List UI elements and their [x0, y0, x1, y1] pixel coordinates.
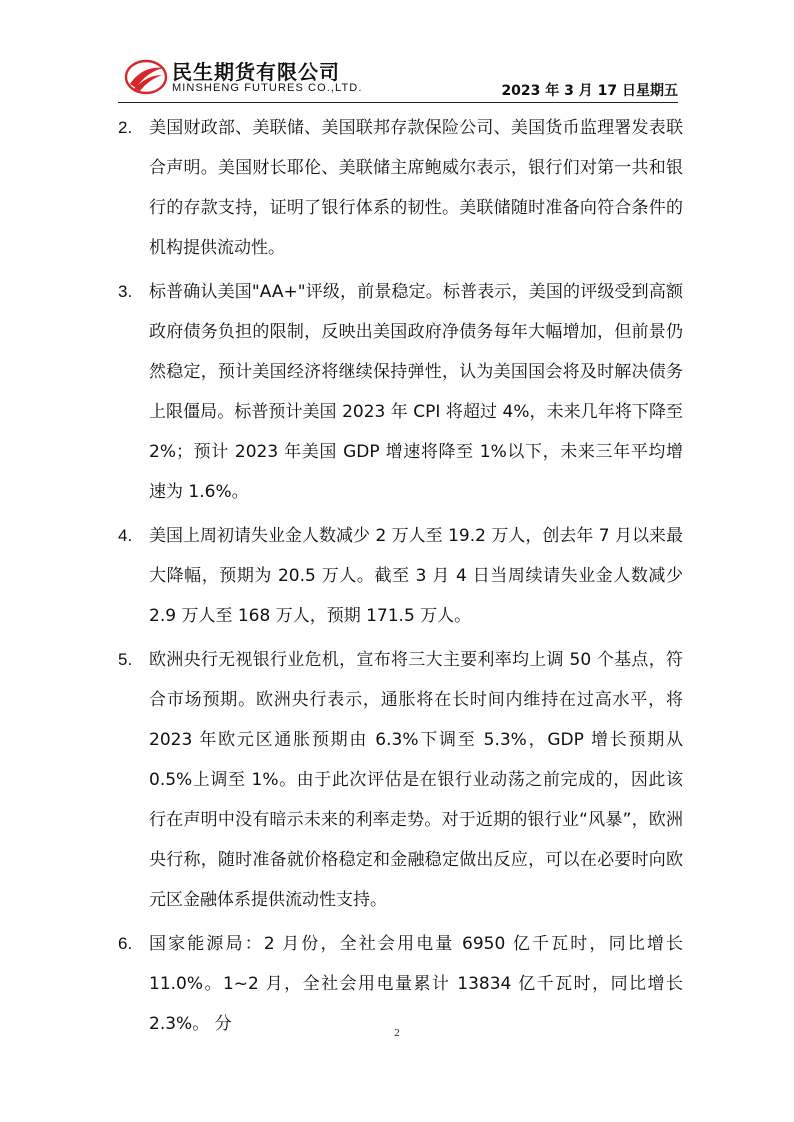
- item-number: 5.: [118, 650, 133, 669]
- item-text: 美国上周初请失业金人数减少 2 万人至 19.2 万人，创去年 7 月以来最大降幅，预期为 20.5 万人。截至 3 月 4 日当周续请失业金人数减少 2.9 万人至 168 万人，预期 171.5 万人。: [149, 526, 683, 626]
- news-item-4: [118, 516, 683, 636]
- news-item-2: [118, 108, 683, 268]
- item-number: 2.: [118, 118, 133, 137]
- minsheng-logo-icon: [124, 58, 168, 96]
- item-text: 欧洲央行无视银行业危机，宣布将三大主要利率均上调 50 个基点，符合市场预期。欧洲央行表示，通胀将在长时间内维持在过高水平，将 2023 年欧元区通胀预期由 6.3%下调至 5.3%，GDP 增长预期从 0.5%上调至 1%。由于此次评估是在银行业动荡之前完成的，因此该行在声明中没有暗示未来的利率走势。对于近期的银行业“风暴”，欧洲央行称，随时准备就价格稳定和金融稳定做出反应，可以在必要时向欧元区金融体系提供流动性支持。: [149, 650, 683, 910]
- item-text: 美国财政部、美联储、美国联邦存款保险公司、美国货币监理署发表联合声明。美国财长耶伦、美联储主席鲍威尔表示，银行们对第一共和银行的存款支持，证明了银行体系的韧性。美联储随时准备向符合条件的机构提供流动性。: [149, 118, 683, 258]
- news-item-3: [118, 272, 683, 512]
- item-number: 6.: [118, 934, 133, 953]
- news-list: [118, 108, 683, 1048]
- page-number: 2: [394, 1027, 400, 1039]
- report-date: 2023 年 3 月 17 日星期五: [501, 83, 678, 99]
- news-item-6: [118, 924, 683, 1044]
- company-name-cn: 民生期货有限公司: [172, 60, 340, 84]
- news-item-5: [118, 640, 683, 920]
- company-logo: [124, 54, 364, 100]
- header-divider: [118, 102, 678, 103]
- item-text: 国家能源局：2 月份，全社会用电量 6950 亿千瓦时，同比增长 11.0%。1~2 月，全社会用电量累计 13834 亿千瓦时，同比增长 2.3%。 分: [149, 934, 683, 1034]
- item-number: 4.: [118, 526, 133, 545]
- page-header: [118, 52, 678, 104]
- company-name-en: MINSHENG FUTURES CO.,LTD.: [172, 82, 363, 94]
- item-text: 标普确认美国"AA+"评级，前景稳定。标普表示，美国的评级受到高额政府债务负担的限制，反映出美国政府净债务每年大幅增加，但前景仍然稳定，预计美国经济将继续保持弹性，认为美国国会将及时解决债务上限僵局。标普预计美国 2023 年 CPI 将超过 4%，未来几年将下降至 2%；预计 2023 年美国 GDP 增速将降至 1%以下，未来三年平均增速为 1.6%。: [149, 282, 683, 502]
- item-number: 3.: [118, 282, 133, 301]
